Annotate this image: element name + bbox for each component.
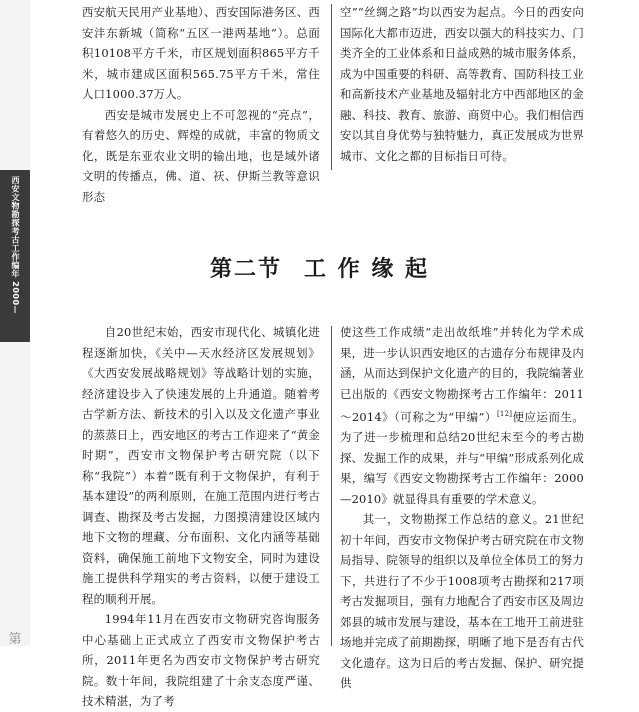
section-heading: [0, 252, 639, 283]
margin-stripe-bottom: [0, 342, 30, 646]
paragraph-text: 便应运而生。为了进一步梳理和总结20世纪末至今的考古勘探、发掘工作的成果，并与“甲编”形成系列化成果，编写《西安文物勘探考古工作编年：2000—2010》就显得具有重要的学术意义。: [340, 409, 585, 506]
section-number: 第二节: [210, 256, 283, 282]
folio-mark: 第: [8, 632, 22, 647]
paragraph: 西安是城市发展史上不可忽视的“亮点”，有着悠久的历史、辉煌的成就，丰富的物质文化，既是东亚农业文明的输出地，也是域外诸文明的传播点，佛、道、祆、伊斯兰教等意识形态: [82, 107, 320, 204]
paragraph-text: 使这些工作成绩“走出故纸堆”并转化为学术成果，进一步认识西安地区的古遗存分布规律及内涵，从而达到保护文化遗产的目的，我院编著业已出版的《西安文物勘探考古工作编年：2011～2014》（可称之为“甲编”）: [340, 325, 584, 424]
paragraph: 空”“丝绸之路”均以西安为起点。今日的西安向国际化大都市迈进，西安以强大的科技实力、门类齐全的工业体系和日益成熟的城市服务体系，成为中国重要的科研、高等教育、国防科技工业和高新技术产业基地及辐射北方中西部地区的金融、科技、教育、旅游、商贸中心。我们相信西安以其自身优势与独特魅力，真正发展成为世界城市、文化之都的目标指日可待。: [340, 5, 584, 163]
top-left-column: [82, 2, 320, 207]
top-right-column: [340, 2, 584, 166]
section-title: 工 作 缘 起: [304, 256, 429, 282]
bottom-left-column: [82, 322, 320, 712]
paragraph: 1994年11月在西安市文物研究咨询服务中心基础上正式成立了西安市文物保护考古所，2011年更名为西安市文物保护考古研究院。数十年间，我院组建了十余支态度严谨、技术精湛，为了考: [82, 612, 320, 708]
paragraph: 自20世纪末始，西安市现代化、城镇化进程逐渐加快，《关中—天水经济区发展规划》《大西安发展战略规划》等战略计划的实施，经济建设步入了快速发展的上升通道。随着考古学新方法、新技术的引入以及文化遗产事业的蒸蒸日上，西安地区的考古工作迎来了“黄金时期”，西安市文物保护考古研究院（以下称“我院”）本着“既有利于文物保护，有利于基本建设”的两利原则，在施工范围内进行考古调查、勘探及考古发掘，力图摸清建设区域内地下文物的埋藏、分布面积、文化内涵等基础资料，确保施工前地下文物安全，同时为建设施工提供科学翔实的考古资料，以便于建设工程的顺利开展。: [82, 325, 320, 606]
paragraph: 西安航天民用产业基地）、西安国际港务区、西安沣东新城（简称“五区一港两基地”）。总面积10108平方千米，市区规划面积865平方千米，城市建成区面积565.75平方千米，常住人口1000.37万人。: [82, 5, 320, 101]
running-head-text: 西安文物勘探考古工作编年 2000—: [11, 176, 20, 315]
column-divider-bottom: [331, 326, 332, 646]
paragraph: 其一，文物勘探工作总结的意义。21世纪初十年间，西安市文物保护考古研究院在市文物局指导、院领导的组织以及单位全体员工的努力下，共进行了不少于1008项考古勘探和217项考古发掘项目，强有力地配合了西安市区及周边郊县的城市发展与建设，基本在工地开工前进驻场地并完成了前期勘探，明晰了地下是否有古代文化遗存。这为日后的考古发掘、保护、研究提供: [340, 512, 584, 691]
paragraph: [340, 322, 584, 509]
footnote-ref: [12]: [497, 410, 513, 418]
bottom-right-column: [340, 322, 584, 694]
margin-stripe-top: [0, 0, 30, 170]
column-divider-top: [331, 4, 332, 170]
